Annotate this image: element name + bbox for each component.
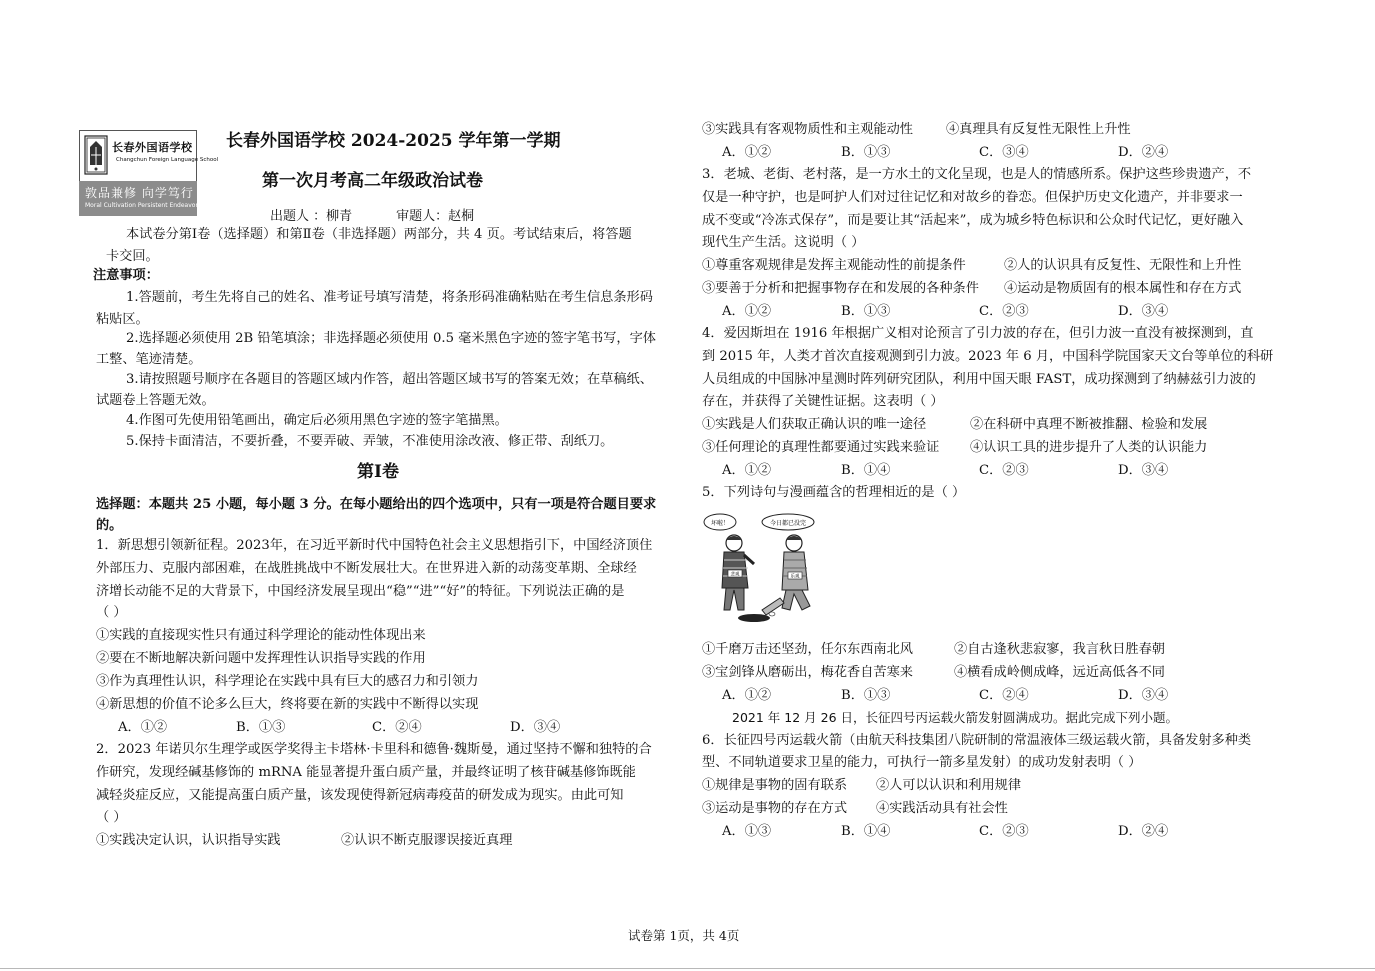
school-emblem-icon — [84, 135, 108, 175]
q5-stem: 5．下列诗句与漫画蕴含的哲理相近的是（ ） — [702, 485, 966, 500]
cartoon-label-left: 悲观 — [730, 572, 740, 578]
q6-option-d: D．②④ — [1118, 824, 1169, 839]
q6-stem: 型、不同轨道要求卫星的能力，可执行一箭多星发射）的成功发射表明（ ） — [702, 755, 1142, 770]
q4-option-b: B．①④ — [841, 463, 891, 478]
exam-title-line2: 第一次月考高二年级政治试卷 — [262, 171, 483, 191]
q5-cartoon-image — [702, 510, 832, 630]
q2-stem: 减轻炎症反应，又能提高蛋白质产量，该发现使得新冠病毒疫苗的研发成为现实。由此可知 — [96, 788, 624, 803]
notes-heading: 注意事项： — [93, 268, 159, 283]
notes-line: 5.保持卡面清洁，不要折叠，不要弄破、弄皱，不准使用涂改液、修正带、刮纸刀。 — [126, 434, 614, 449]
q1-item: ②要在不断地解决新问题中发挥理性认识指导实践的作用 — [96, 651, 426, 666]
q5-option-d: D．③④ — [1118, 688, 1169, 703]
q1-option-b: B．①③ — [236, 720, 286, 735]
q4-item: ②在科研中真理不断被推翻、检验和发展 — [970, 417, 1208, 432]
q1-option-a: A．①② — [118, 720, 168, 735]
q6-option-c: C．②③ — [979, 824, 1029, 839]
page-bottom-edge — [0, 968, 1375, 969]
q1-stem: （ ） — [96, 605, 127, 620]
q2-option-b: B．①③ — [841, 145, 891, 160]
q3-option-b: B．①③ — [841, 304, 891, 319]
q5-option-c: C．②④ — [979, 688, 1029, 703]
q6-stem: 6．长征四号丙运载火箭（由航天科技集团八院研制的常温液体三级运载火箭，具备发射多种类 — [702, 733, 1252, 748]
logo-motto-band — [79, 181, 197, 216]
q6-item: ③运动是事物的存在方式 — [702, 801, 848, 816]
notes-line: 粘贴区。 — [96, 312, 149, 327]
q2-stem: 2．2023 年诺贝尔生理学或医学奖得主卡塔林·卡里科和德鲁·魏斯曼，通过坚持不懈和独特的合 — [96, 742, 652, 757]
q1-stem: 1．新思想引领新征程。2023年，在习近平新时代中国特色社会主义思想指引下，中国经济顶住 — [96, 538, 653, 553]
q4-item: ①实践是人们获取正确认识的唯一途径 — [702, 417, 927, 432]
intro-line: 卡交回。 — [106, 249, 159, 264]
exam-title-line1: 长春外国语学校 2024-2025 学年第一学期 — [226, 131, 561, 151]
logo-name-en: Changchun Foreign Language School — [116, 157, 219, 163]
notes-line: 3.请按照题号顺序在各题目的答题区域内作答，超出答题区域书写的答案无效；在草稿纸、 — [126, 372, 653, 387]
q4-item: ③任何理论的真理性都要通过实践来验证 — [702, 440, 940, 455]
q4-stem: 存在，并获得了关键性证据。这表明（ ） — [702, 394, 944, 409]
q3-option-c: C．②③ — [979, 304, 1029, 319]
q2-option-a: A．①② — [722, 145, 772, 160]
page-footer: 试卷第 1页，共 4页 — [628, 928, 740, 943]
q6-item: ④实践活动具有社会性 — [876, 801, 1008, 816]
notes-line: 试题卷上答题无效。 — [96, 393, 215, 408]
q4-option-c: C．②③ — [979, 463, 1029, 478]
q6-option-a: A．①③ — [722, 824, 772, 839]
q3-item: ②人的认识具有反复性、无限性和上升性 — [1004, 258, 1242, 273]
q1-item: ④新思想的价值不论多么巨大，终将要在新的实践中不断得以实现 — [96, 697, 479, 712]
q3-option-a: A．①② — [722, 304, 772, 319]
section-title: 第Ⅰ卷 — [357, 462, 399, 482]
reviewer-name: 审题人：赵桐 — [396, 209, 475, 224]
logo-top — [79, 130, 219, 182]
q4-stem: 人员组成的中国脉冲星测时阵列研究团队，利用中国天眼 FAST，成功探测到了纳赫兹引力波的 — [702, 372, 1256, 387]
q4-stem: 4．爱因斯坦在 1916 年根据广义相对论预言了引力波的存在，但引力波一直没有被探测到，直 — [702, 326, 1254, 341]
q3-stem: 仅是一种守护，也是呵护人们对过往记忆和对故乡的眷恋。但保护历史文化遗产，并非要求一 — [702, 190, 1243, 205]
q3-option-d: D．③④ — [1118, 304, 1169, 319]
q3-item: ④运动是物质固有的根本属性和存在方式 — [1004, 281, 1242, 296]
author-name: 出题人 ：柳青 — [270, 209, 353, 224]
q4-item: ④认识工具的进步提升了人类的认识能力 — [970, 440, 1208, 455]
logo-name-cn: 长春外国语学校 — [112, 141, 193, 154]
q2-stem: 作研究，发现经碱基修饰的 mRNA 能显著提升蛋白质产量，并最终证明了核苷碱基修饰既能 — [96, 765, 636, 780]
q5-item: ④横看成岭侧成峰，远近高低各不同 — [954, 665, 1165, 680]
notes-line: 工整、笔迹清楚。 — [96, 352, 202, 367]
q5-option-b: B．①③ — [841, 688, 891, 703]
q2-stem: （ ） — [96, 810, 127, 825]
q4-option-a: A．①② — [722, 463, 772, 478]
q5-item: ①千磨万击还坚劲，任尔东西南北风 — [702, 642, 913, 657]
q2-item: ③实践具有客观物质性和主观能动性 — [702, 122, 913, 137]
q3-stem: 成不变或“冷冻式保存”，而是要让其“活起来”，成为城乡特色标识和公众时代记忆，更好融入 — [702, 213, 1244, 228]
q5-item: ②自古逢秋悲寂寥，我言秋日胜春朝 — [954, 642, 1165, 657]
section-instruction: 的。 — [96, 518, 123, 533]
q3-item: ①尊重客观规律是发挥主观能动性的前提条件 — [702, 258, 966, 273]
section-instruction: 选择题：本题共 25 小题，每小题 3 分。在每小题给出的四个选项中，只有一项是符合题目要求 — [96, 497, 657, 512]
q2-item: ①实践决定认识，认识指导实践 — [96, 833, 281, 848]
cartoon-label-right: 乐观 — [790, 574, 800, 580]
cartoon-bubble-right: 今日都已没完 — [769, 520, 807, 527]
logo-motto-cn: 敦品兼修 向学笃行 — [85, 186, 194, 200]
q1-stem: 外部压力、克服内部困难，在战胜挑战中不断发展壮大。在世界进入新的动荡变革期、全球经 — [96, 561, 637, 576]
q3-item: ③要善于分析和把握事物存在和发展的各种条件 — [702, 281, 979, 296]
logo-motto-en: Moral Cultivation Persistent Endeavor — [85, 202, 198, 209]
q3-stem: 现代生产生活。这说明（ ） — [702, 235, 865, 250]
q6-option-b: B．①④ — [841, 824, 891, 839]
q6-item: ②人可以认识和利用规律 — [876, 778, 1022, 793]
q3-stem: 3．老城、老街、老村落，是一方水土的文化呈现，也是人的情感所系。保护这些珍贵遗产，不 — [702, 167, 1252, 182]
q1-option-d: D．③④ — [510, 720, 561, 735]
notes-line: 2.选择题必须使用 2B 铅笔填涂；非选择题必须使用 0.5 毫米黑色字迹的签字笔书写，字体 — [126, 331, 656, 346]
context-line: 2021 年 12 月 26 日，长征四号丙运载火箭发射圆满成功。据此完成下列小题。 — [732, 710, 1178, 725]
q1-option-c: C．②④ — [372, 720, 422, 735]
q6-item: ①规律是事物的固有联系 — [702, 778, 848, 793]
notes-line: 4.作图可先使用铅笔画出，确定后必须用黑色字迹的签字笔描黑。 — [126, 413, 508, 428]
q2-option-c: C．③④ — [979, 145, 1029, 160]
q1-stem: 济增长动能不足的大背景下，中国经济发展呈现出“稳”“进”“好”的特征。下列说法正确的是 — [96, 584, 625, 599]
cartoon-bubble-left: 坏啦！ — [710, 520, 730, 527]
q2-item: ④真理具有反复性无限性上升性 — [946, 122, 1131, 137]
school-logo — [79, 130, 219, 216]
q2-item: ②认识不断克服谬误接近真理 — [341, 833, 513, 848]
q2-option-d: D．②④ — [1118, 145, 1169, 160]
intro-line: 本试卷分第Ⅰ卷（选择题）和第Ⅱ卷（非选择题）两部分，共 4 页。考试结束后，将答题 — [126, 227, 632, 242]
q5-option-a: A．①② — [722, 688, 772, 703]
notes-line: 1.答题前，考生先将自己的姓名、准考证号填写清楚，将条形码准确粘贴在考生信息条形码 — [126, 290, 653, 305]
q4-stem: 到 2015 年，人类才首次直接观测到引力波。2023 年 6 月，中国科学院国家天文台等单位的科研 — [702, 349, 1274, 364]
authors-line — [270, 205, 474, 224]
q5-item: ③宝剑锋从磨砺出，梅花香自苦寒来 — [702, 665, 913, 680]
q1-item: ③作为真理性认识，科学理论在实践中具有巨大的感召力和引领力 — [96, 674, 479, 689]
q1-item: ①实践的直接现实性只有通过科学理论的能动性体现出来 — [96, 628, 426, 643]
q4-option-d: D．③④ — [1118, 463, 1169, 478]
